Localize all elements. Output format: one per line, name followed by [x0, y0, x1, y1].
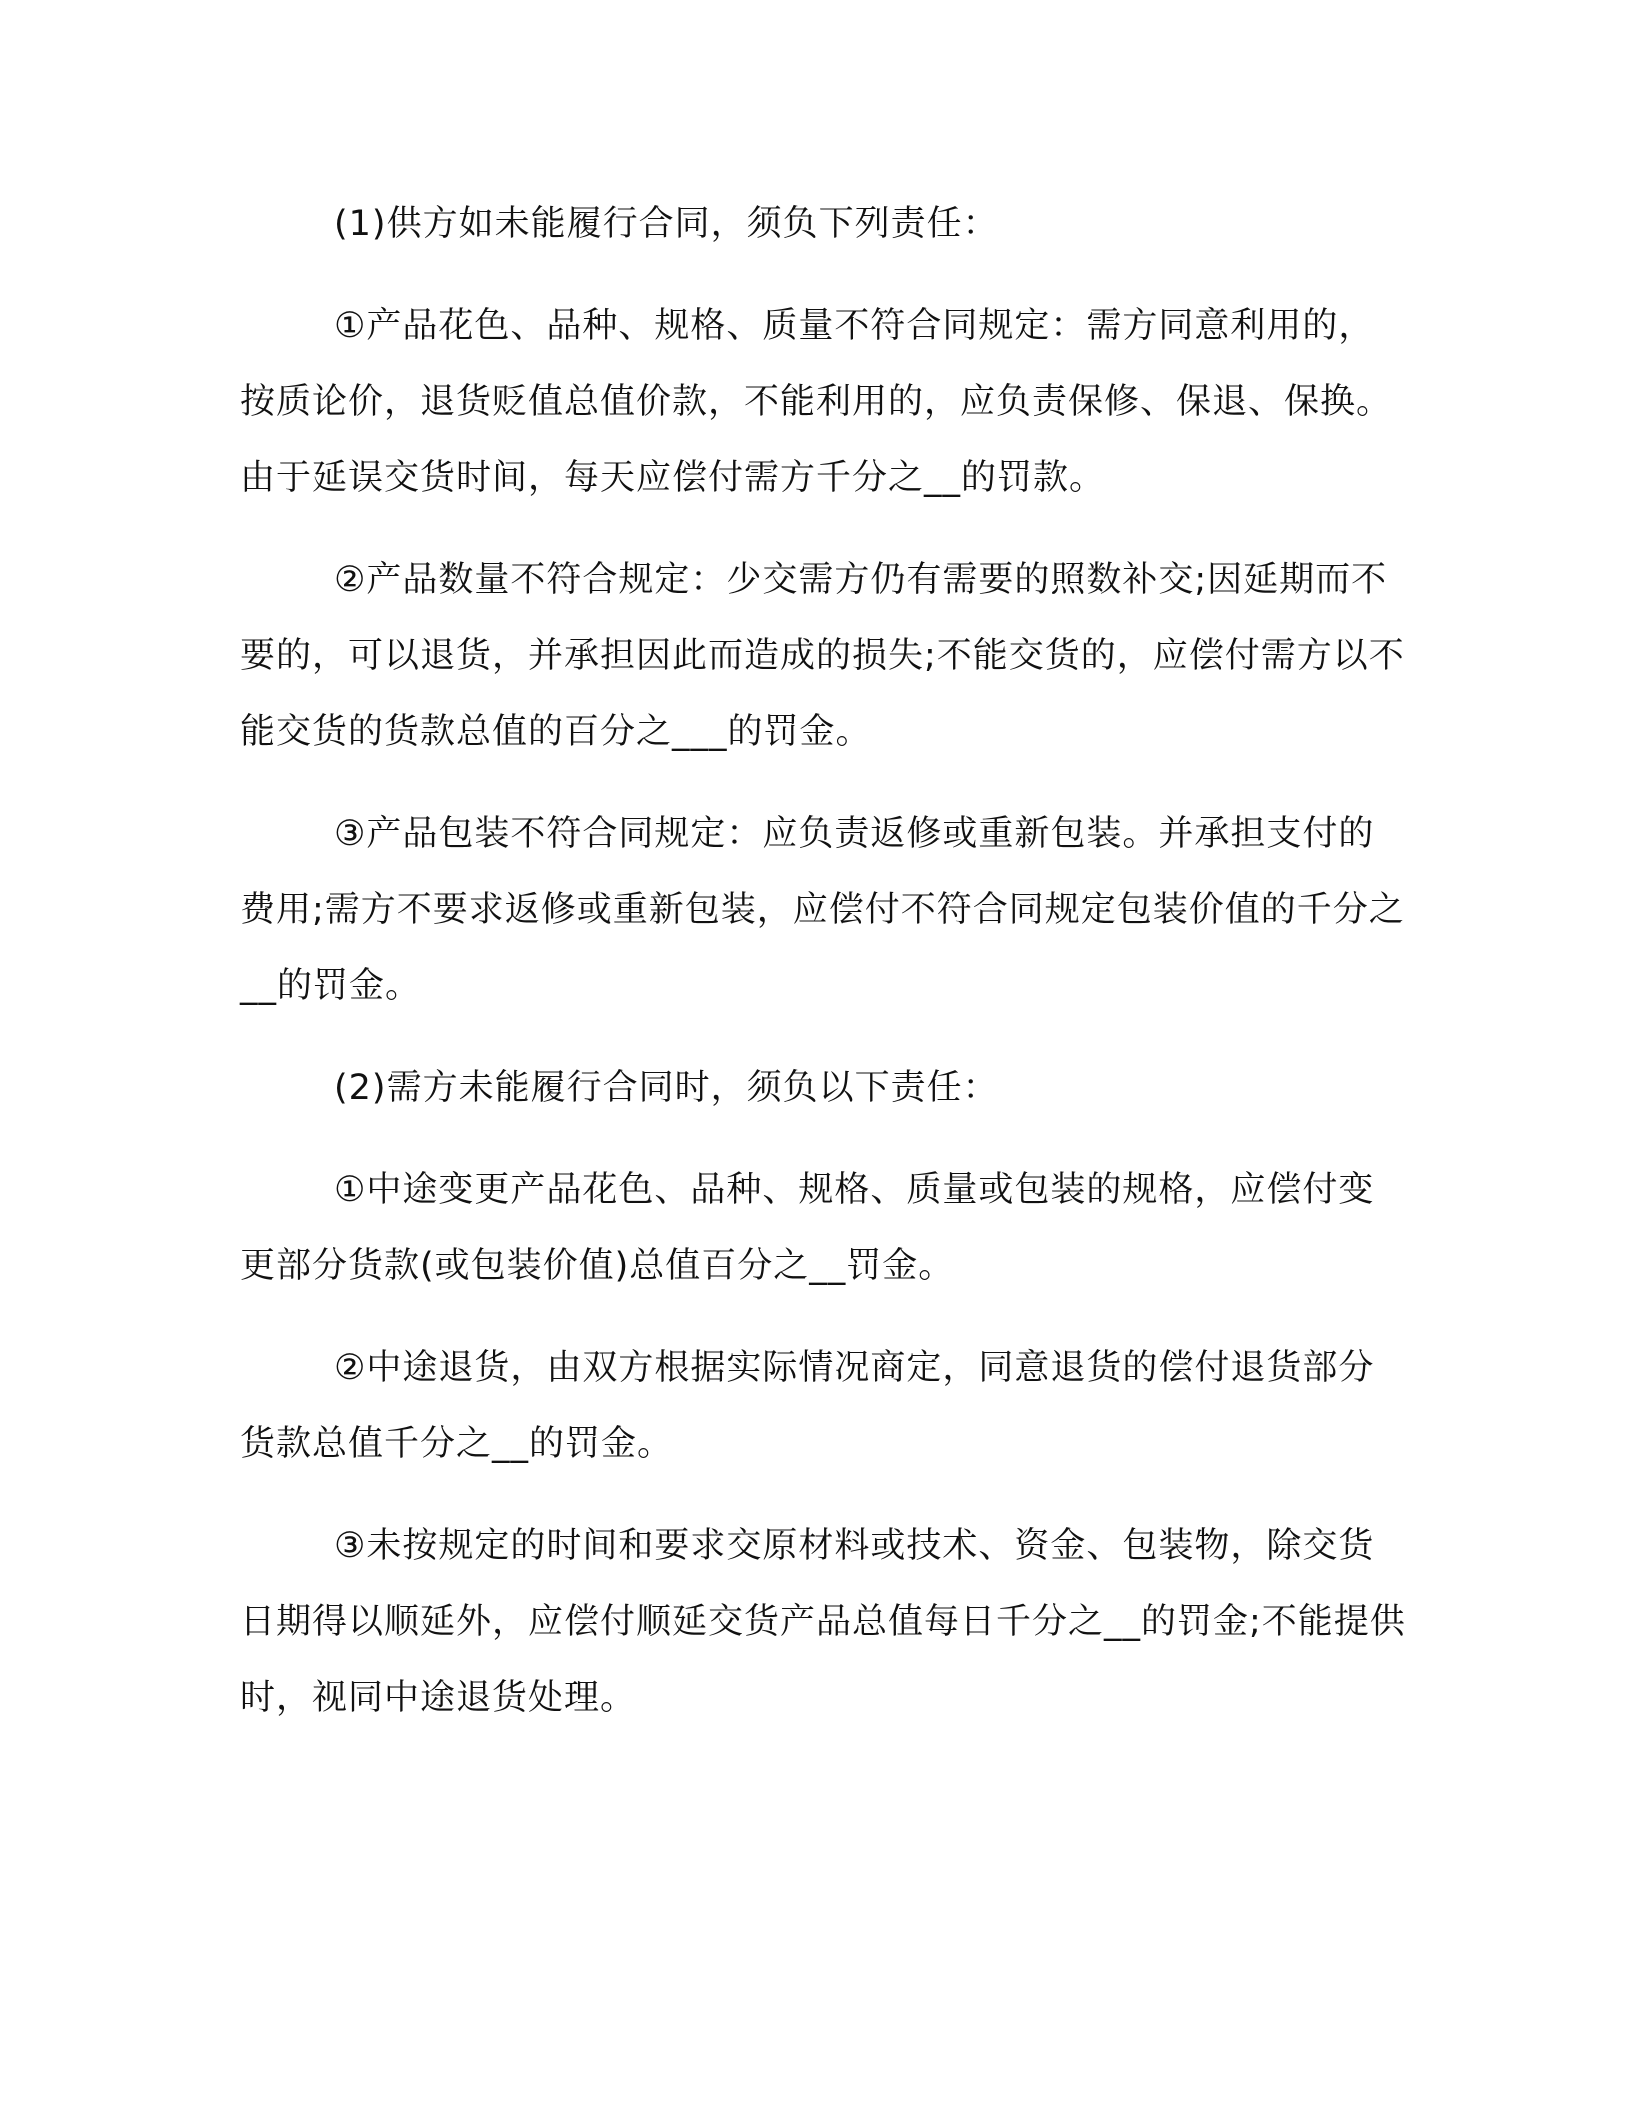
- paragraph-supplier-liability-heading: (1)供方如未能履行合同，须负下列责任：: [334, 204, 999, 244]
- paragraph-buyer-liability-heading: (2)需方未能履行合同时，须负以下责任：: [334, 1068, 999, 1108]
- paragraph-supplier-item-3: ③产品包装不符合同规定：应负责返修或重新包装。并承担支付的费用;需方不要求返修或重新包装，应偿付不符合同规定包装价值的千分之__的罚金。: [240, 814, 1405, 1006]
- document-body: [240, 186, 1410, 1762]
- paragraph-supplier-item-1: ①产品花色、品种、规格、质量不符合同规定：需方同意利用的，按质论价，退货贬值总值价款，不能利用的，应负责保修、保退、保换。由于延误交货时间，每天应偿付需方千分之__的罚款。: [240, 306, 1393, 498]
- paragraph-buyer-item-3: ③未按规定的时间和要求交原材料或技术、资金、包装物，除交货日期得以顺延外，应偿付顺延交货产品总值每日千分之__的罚金;不能提供时，视同中途退货处理。: [240, 1526, 1406, 1718]
- paragraph-buyer-item-1: ①中途变更产品花色、品种、规格、质量或包装的规格，应偿付变更部分货款(或包装价值)总值百分之__罚金。: [240, 1170, 1375, 1286]
- paragraph-supplier-item-2: ②产品数量不符合规定：少交需方仍有需要的照数补交;因延期而不要的，可以退货，并承担因此而造成的损失;不能交货的，应偿付需方以不能交货的货款总值的百分之___的罚金。: [240, 560, 1405, 752]
- paragraph-buyer-item-2: ②中途退货，由双方根据实际情况商定，同意退货的偿付退货部分货款总值千分之__的罚金。: [240, 1348, 1375, 1464]
